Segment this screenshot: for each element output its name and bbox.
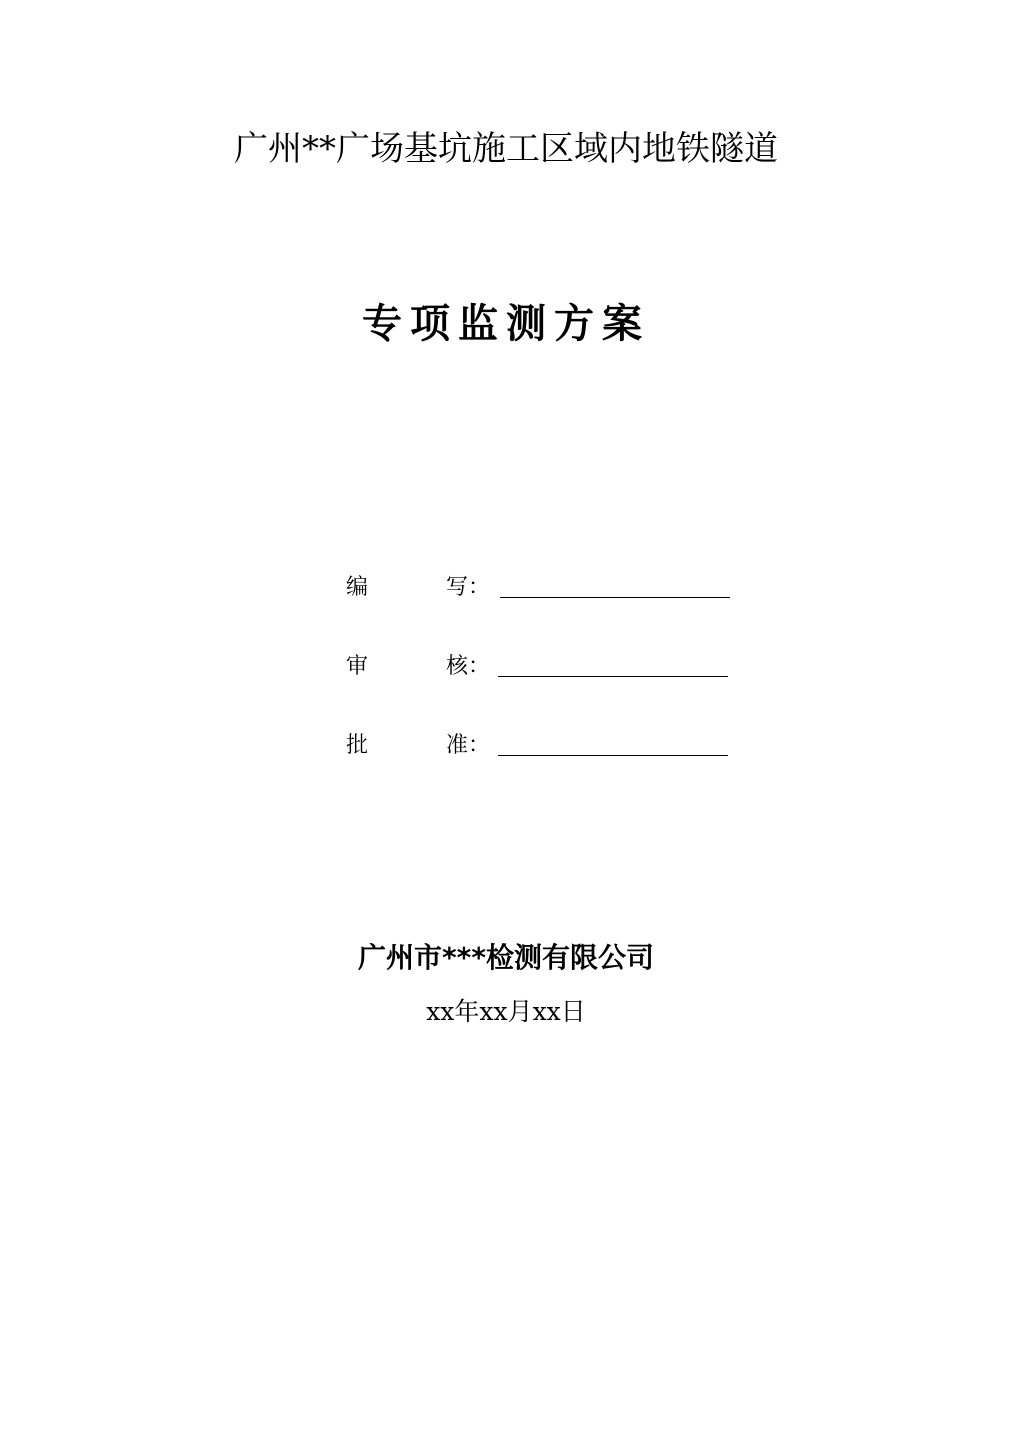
document-title: 专项监测方案 <box>362 301 650 347</box>
signature-label-char2: 核： <box>446 654 491 679</box>
signature-label-char1: 审 <box>346 654 369 679</box>
signature-line <box>500 597 730 598</box>
signature-label-char1: 批 <box>346 733 369 758</box>
signature-line <box>498 755 728 756</box>
signature-label-char1: 编 <box>346 575 369 600</box>
document-date: xx年xx月xx日 <box>426 997 586 1026</box>
signature-label-char2: 准： <box>446 733 491 758</box>
signature-line <box>498 676 728 677</box>
signature-label-char2: 写： <box>446 575 491 600</box>
project-title: 广州**广场基坑施工区域内地铁隧道 <box>234 129 778 169</box>
company-name: 广州市***检测有限公司 <box>358 941 654 974</box>
